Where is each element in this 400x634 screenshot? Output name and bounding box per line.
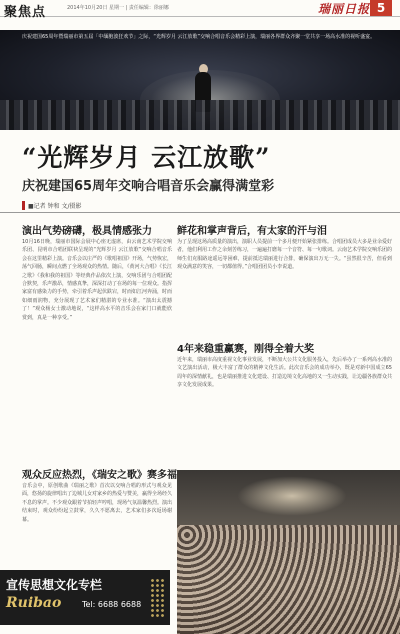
column-banner <box>0 570 170 625</box>
divider <box>0 212 400 213</box>
banner-brand: Ruibao <box>6 595 62 611</box>
article-text: 近年来，瑞丽市高度重视文化事业发展，不断加大公共文化服务投入，先后举办了一系列高水准的文艺演出活动，极大丰富了群众的精神文化生活。此次音乐会的成功举办，既是对新中国成立65周年的深情献礼，也是瑞丽推进文化建设、打造边境文化高地的又一生动实践，让边疆各族群众共享文化发展成果。 <box>177 357 392 389</box>
headline: “光辉岁月 云江放歌” <box>22 143 271 172</box>
section-name: 聚焦点 <box>4 5 47 20</box>
banner-phone: Tel: 6688 6688 <box>82 600 142 609</box>
concert-photo <box>0 30 400 130</box>
decorative-dots <box>150 578 164 618</box>
page-number: 5 <box>370 0 392 16</box>
audience-crowd <box>177 525 400 634</box>
section-heading: 4年来稳重赢赛，刚得全着大奖 <box>177 344 314 355</box>
date-line: 2014年10月20日 星期一 | 责任编辑：徐丽娜 <box>67 5 169 11</box>
section-heading: 观众反应热烈，《瑞安之歌》赛多福 <box>22 470 177 481</box>
masthead <box>0 0 400 20</box>
byline: ■记者 钟和 文/摄影 <box>22 201 82 210</box>
orchestra-figures <box>0 100 400 130</box>
newspaper-logo: 瑞丽日报 <box>318 2 371 16</box>
article-text: 10月16日晚，瑞丽市国际会展中心座无虚席，由云南艺术学院交响乐团、昆明市合唱团联袂呈现的“光辉岁月 云江放歌”交响合唱音乐会在这里精彩上演。音乐会以庄严的《歌唱祖国》开场，气势恢宏，荡气回肠，瞬间点燃了全场观众的热情。随后，《黄河大合唱》《长江之歌》《我和我的祖国》等经典作品依次上演，交响乐团与合唱团配合默契，乐声激昂，情感真挚，深深打动了在场的每一位观众。指挥家富有感染力的手势，牵引着乐声起伏跌宕，时而如江河奔涌，时而如细雨润物，充分展现了艺术家们精湛的专业水准。“演出太震撼了！”观众杨女士激动地说，“这样高水平的音乐会在家门口就能欣赏到，真是一种享受。” <box>22 239 172 321</box>
article-text: 为了呈现这场高质量的演出，演职人员提前一个多月便开始紧张排练。合唱团成员大多是业余爱好者，他们利用工作之余刻苦练习，一遍遍打磨每一个音符、每一句歌词。云南艺术学院交响乐团的师生们克服路途遥远等困难，提前抵达瑞丽进行合排，确保演出万无一失。“虽然很辛苦，但看到观众满意的笑容，一切都值得。”合唱团团员小李说道。 <box>177 239 392 271</box>
section-heading: 鲜花和掌声背后，有太家的汗与泪 <box>177 226 327 237</box>
subheadline: 庆祝建国65周年交响合唱音乐会赢得满堂彩 <box>22 179 275 194</box>
audience-photo <box>177 470 400 634</box>
photo-caption: 庆祝建国65周年暨瑞丽市第五届「中缅胞波狂欢节」之际，“光辉岁月 云江放歌”交响合唱音乐会精彩上演，瑞丽各界群众齐聚一堂共享一场高水准的视听盛宴。 <box>22 34 376 40</box>
banner-title: 宣传思想文化专栏 <box>6 578 103 592</box>
stage-spotlight <box>237 476 347 516</box>
section-heading: 演出气势磅礴，极具情感张力 <box>22 226 152 237</box>
article-text: 音乐会中，原创歌曲《瑞丽之歌》首次以交响合唱的形式与观众见面，悠扬的旋律唱出了边城儿女对家乡的热爱与赞美，赢得全场经久不息的掌声。不少观众跟着节拍轻声哼唱，现场气氛温馨热烈。演出结束时，观众纷纷起立鼓掌，久久不愿离去，艺术家们多次返场谢幕。 <box>22 483 172 523</box>
